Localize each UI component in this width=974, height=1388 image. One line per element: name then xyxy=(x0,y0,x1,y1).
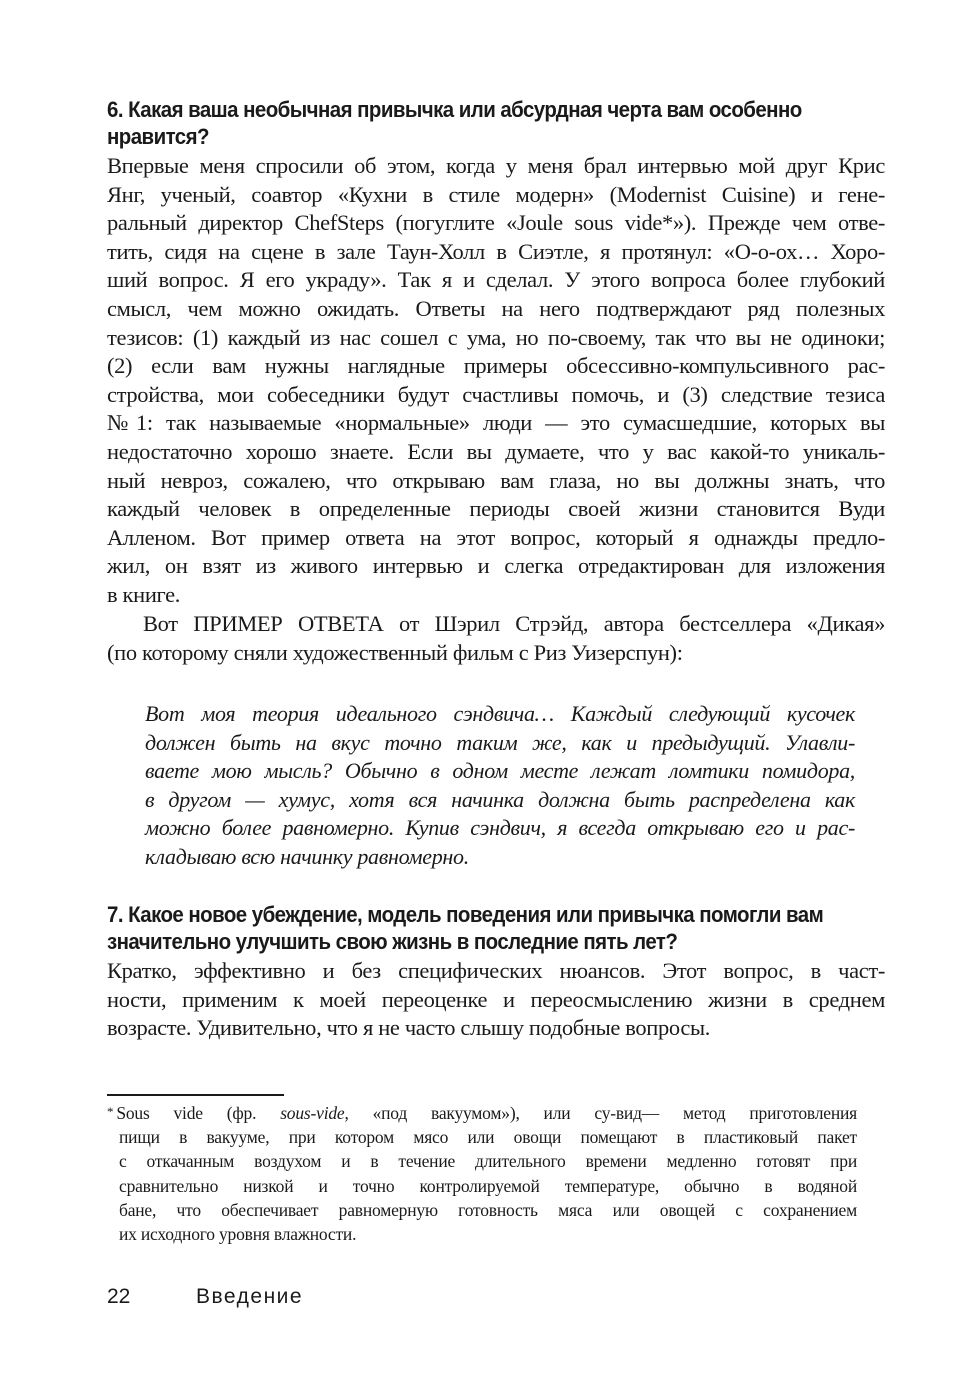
text-line: * Sous vide (фр. sous-vide, «под вакуумом»), или су-вид— метод приготовления xyxy=(107,1103,857,1123)
text-line: кладываю всю начинку равномерно. xyxy=(145,843,469,869)
text-line: пищи в вакууме, при котором мясо или овощи помещают в пластиковый пакет xyxy=(119,1127,857,1148)
footnote-marker: * xyxy=(107,1104,114,1119)
example-quote xyxy=(145,700,855,871)
text-line: Вот моя теория идеального сэндвича… Каждый следующий кусочек xyxy=(145,701,855,726)
text-line: возрасте. Удивительно, что я не часто слышу подобные вопросы. xyxy=(107,1015,711,1041)
footnote xyxy=(107,1100,857,1246)
text-line: Вот ПРИМЕР ОТВЕТА от Шэрил Стрэйд, автора бестселлера «Дикая» xyxy=(143,611,885,636)
text-line: (2) если вам нужны наглядные примеры обсессивно-компульсивного рас- xyxy=(107,353,885,379)
text-line: стройства, мои собеседники будут счастливы помочь, и (3) следствие тезиса xyxy=(107,381,885,407)
question-7-answer xyxy=(107,957,885,1043)
text-line: Алленом. Вот пример ответа на этот вопрос, который я однажды предло- xyxy=(107,524,885,550)
page-number: 22 xyxy=(107,1285,131,1308)
section-title: Введение xyxy=(196,1285,304,1308)
text-line: можно более равномерно. Купив сэндвич, я всегда открываю его и рас- xyxy=(145,815,855,840)
heading-line: значительно улучшить свою жизнь в последние пять лет? xyxy=(107,929,678,954)
text-line: бане, что обеспечивает равномерную готовность мяса или овощей с сохранением xyxy=(119,1199,857,1220)
text-line: Кратко, эффективно и без специфических нюансов. Этот вопрос, в част- xyxy=(107,958,885,983)
text-line: должен быть на вкус точно таким же, как и предыдущий. Улавли- xyxy=(145,729,855,755)
text-line: тезисов: (1) каждый из нас сошел с ума, но по-своему, так что вы не одиноки; xyxy=(107,324,885,350)
text-line: тить, сидя на сцене в зале Таун-Холл в Сиэтле, я протянул: «О-о-ох… Хоро- xyxy=(107,238,885,264)
text-line: в книге. xyxy=(107,581,181,607)
question-6-answer xyxy=(107,152,885,610)
text-line: сравнительно низкой и точно контролируемой температуре, обычно в водяной xyxy=(119,1175,857,1196)
text-line: ральный директор ChefSteps (погуглите «Joule sous vide*»). Прежде чем отве- xyxy=(107,210,885,236)
text-line: смысл, чем можно ожидать. Ответы на него подтверждают ряд полезных xyxy=(107,295,885,321)
text-line: ности, применим к моей переоценке и переосмыслению жизни в среднем xyxy=(107,986,885,1012)
text-line: каждый человек в определенные периоды своей жизни становится Вуди xyxy=(107,496,885,522)
text-line: недостаточно хорошо знаете. Если вы думаете, что у вас какой-то уникаль- xyxy=(107,438,885,464)
text-line: Впервые меня спросили об этом, когда у меня брал интервью мой друг Крис xyxy=(107,153,885,178)
question-6-heading xyxy=(107,96,885,150)
heading-line: нравится? xyxy=(107,124,209,149)
heading-line: 6. Какая ваша необычная привычка или абсурдная черта вам особенно xyxy=(107,97,802,122)
footnote-divider xyxy=(107,1094,284,1096)
text-line: ший вопрос. Я его украду». Так я и сделал. У этого вопроса более глубокий xyxy=(107,267,885,293)
text-line: с откачанным воздухом и в течение длительного времени медленно готовят при xyxy=(119,1151,857,1172)
text-line: в другом — хумус, хотя вся начинка должна быть распределена как xyxy=(145,786,855,812)
text-line: жил, он взят из живого интервью и слегка отредактирован для изложения xyxy=(107,553,885,579)
text-line: (по которому сняли художественный фильм с Риз Уизерспун): xyxy=(107,639,683,665)
text-line: Янг, ученый, соавтор «Кухни в стиле модерн» (Modernist Cuisine) и гене- xyxy=(107,181,885,207)
text-line: №1: так называемые «нормальные» люди — это сумасшедшие, которых вы xyxy=(107,410,885,436)
text-line: ный невроз, сожалею, что открываю вам глаза, но вы должны знать, что xyxy=(107,467,885,493)
text-line: ваете мою мысль? Обычно в одном месте лежат ломтики помидора, xyxy=(145,758,855,783)
text-line: их исходного уровня влажности. xyxy=(119,1224,357,1245)
heading-line: 7. Какое новое убеждение, модель поведения или привычка помогли вам xyxy=(107,902,824,927)
question-7-heading xyxy=(107,901,885,955)
example-intro xyxy=(107,610,885,667)
